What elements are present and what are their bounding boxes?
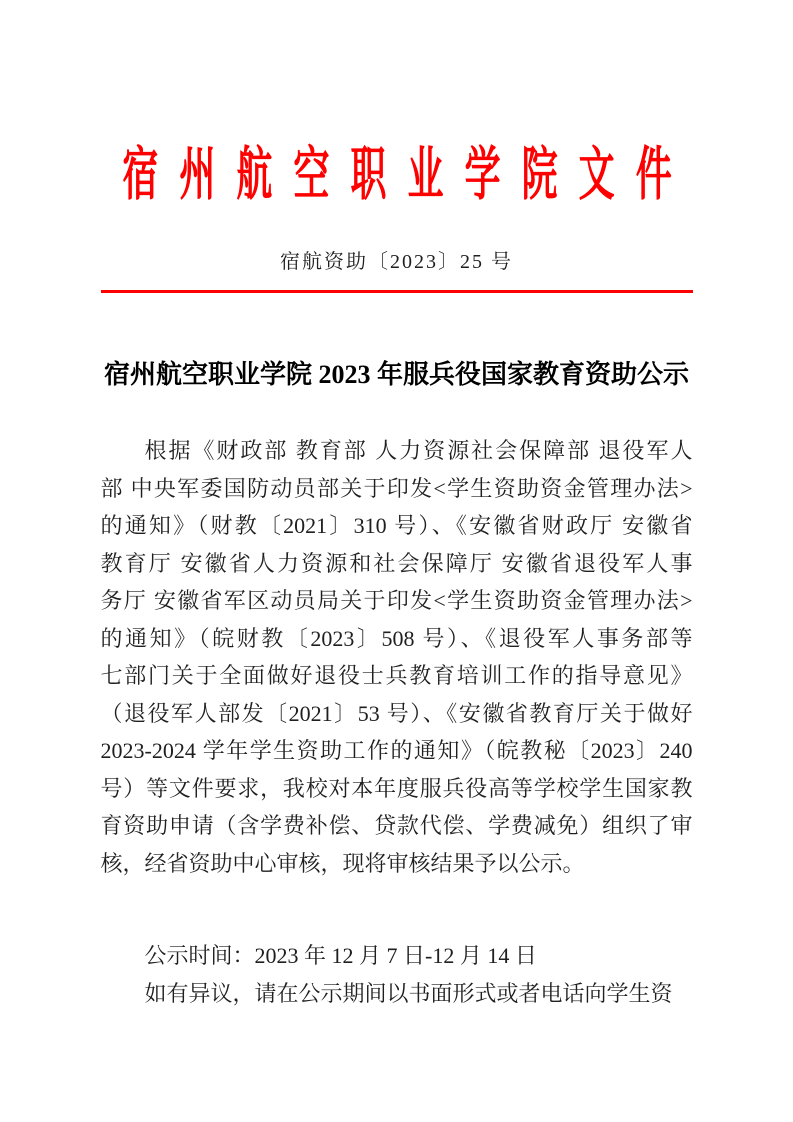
masthead-title: 宿州航空职业学院文件 [121,142,693,207]
body-line: 根据《财政部 教育部 人力资源社会保障部 退役军人 [144,438,693,463]
body-line: 的通知》（财教〔2021〕310 号）、《安徽省财政厅 安徽省 [100,513,693,538]
document-title: 宿州航空职业学院 2023 年服兵役国家教育资助公示 [103,360,689,389]
body-line: 七部门关于全面做好退役士兵教育培训工作的指导意见》 [100,663,693,688]
body-line: 育资助申请（含学费补偿、贷款代偿、学费减免）组织了审 [100,813,693,838]
document-number: 宿航资助〔2023〕25 号 [280,251,513,273]
body-line: 的通知》（皖财教〔2023〕508 号）、《退役军人事务部等 [100,625,693,651]
body-line: 教育厅 安徽省人力资源和社会保障厅 安徽省退役军人事 [100,550,693,576]
body-line: 号）等文件要求，我校对本年度服兵役高等学校学生国家教 [100,775,693,801]
notice-details [101,937,693,1012]
body-line: 务厅 安徽省军区动员局关于印发<学生资助资金管理办法> [100,588,693,613]
body-line: 核，经省资助中心审核，现将审核结果予以公示。 [100,850,585,876]
document-body [101,432,693,882]
objection-instructions-line: 如有异议，请在公示期间以书面形式或者电话向学生资 [144,980,673,1006]
publicity-period-line: 公示时间：2023 年 12 月 7 日-12 月 14 日 [144,943,537,968]
document-masthead [0,142,793,207]
body-line: （退役军人部发〔2021〕53 号）、《安徽省教育厅关于做好 [100,700,693,726]
body-line: 部 中央军委国防动员部关于印发<学生资助资金管理办法> [100,475,693,501]
body-line: 2023-2024 学年学生资助工作的通知》（皖教秘〔2023〕240 [100,738,693,763]
red-divider-line [101,290,693,293]
